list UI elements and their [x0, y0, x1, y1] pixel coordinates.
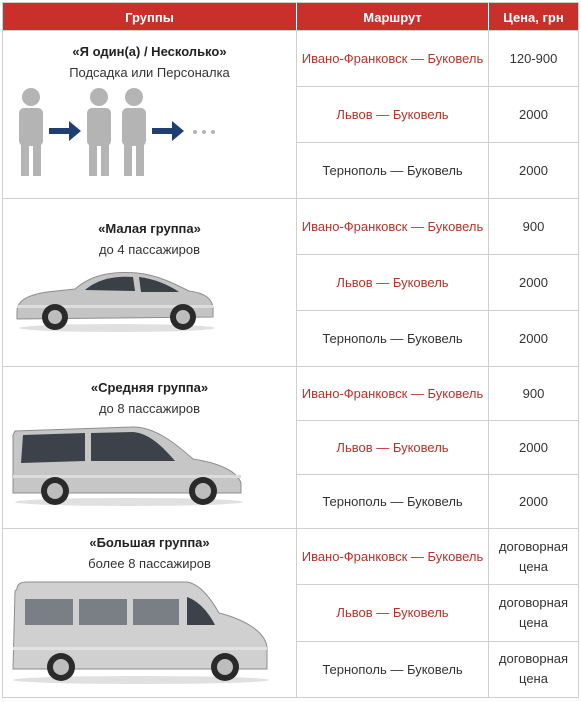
price-cell: 900 — [522, 218, 545, 234]
route-cell: Львов — Буковель — [297, 87, 489, 142]
minibus-icon — [9, 579, 275, 685]
table-row — [297, 31, 578, 86]
table-row — [297, 641, 578, 697]
route-cell: Львов — Буковель — [297, 585, 489, 640]
group-cell — [3, 199, 297, 366]
price-cell: 2000 — [519, 330, 548, 346]
route-cell: Тернополь — Буковель — [297, 311, 489, 366]
table-row — [297, 199, 578, 254]
group-subtitle: до 8 пассажиров — [98, 401, 201, 416]
group-title: «Средняя группа» — [90, 380, 209, 395]
price-cell: 900 — [522, 385, 545, 401]
group-subtitle: до 4 пассажиров — [98, 242, 201, 257]
route-cell: Львов — Буковель — [297, 255, 489, 310]
price-cell: договорная цена — [498, 538, 569, 574]
people-arrows-icon — [11, 87, 221, 179]
group-large — [3, 528, 578, 697]
sedan-car-icon — [13, 265, 218, 333]
group-cell — [3, 367, 297, 528]
table-row — [297, 529, 578, 584]
group-title: «Малая группа» — [98, 221, 201, 236]
price-cell: договорная цена — [498, 651, 569, 687]
header-route: Маршрут — [297, 3, 489, 31]
group-cell — [3, 31, 297, 198]
group-solo — [3, 30, 578, 198]
group-title: «Я один(а) / Несколько» — [72, 44, 227, 59]
route-cell: Ивано-Франковск — Буковель — [297, 199, 489, 254]
header-groups: Группы — [3, 3, 297, 31]
price-cell: 2000 — [519, 106, 548, 122]
table-row — [297, 474, 578, 528]
route-cell: Тернополь — Буковель — [297, 143, 489, 198]
table-row — [297, 142, 578, 198]
route-cell: Тернополь — Буковель — [297, 475, 489, 528]
table-row — [297, 584, 578, 640]
price-cell: 2000 — [519, 162, 548, 178]
route-cell: Ивано-Франковск — Буковель — [297, 31, 489, 86]
price-cell: 2000 — [519, 274, 548, 290]
group-title: «Большая группа» — [89, 535, 210, 550]
group-subtitle: Подсадка или Персоналка — [69, 65, 230, 80]
group-small — [3, 198, 578, 366]
route-cell: Тернополь — Буковель — [297, 642, 489, 697]
price-table — [2, 2, 579, 698]
route-cell: Ивано-Франковск — Буковель — [297, 529, 489, 584]
route-cell: Львов — Буковель — [297, 421, 489, 474]
route-cell: Ивано-Франковск — Буковель — [297, 367, 489, 420]
table-row — [297, 420, 578, 474]
table-row — [297, 86, 578, 142]
table-row — [297, 254, 578, 310]
header-price: Цена, грн — [489, 3, 578, 31]
price-cell: 2000 — [519, 439, 548, 455]
minivan-icon — [9, 421, 247, 507]
table-row — [297, 367, 578, 420]
group-medium — [3, 366, 578, 528]
group-subtitle: более 8 пассажиров — [88, 556, 211, 571]
price-cell: 2000 — [519, 493, 548, 509]
price-cell: договорная цена — [498, 594, 569, 630]
table-row — [297, 310, 578, 366]
table-header — [3, 3, 578, 31]
group-cell — [3, 529, 297, 697]
price-cell: 120-900 — [509, 50, 558, 66]
